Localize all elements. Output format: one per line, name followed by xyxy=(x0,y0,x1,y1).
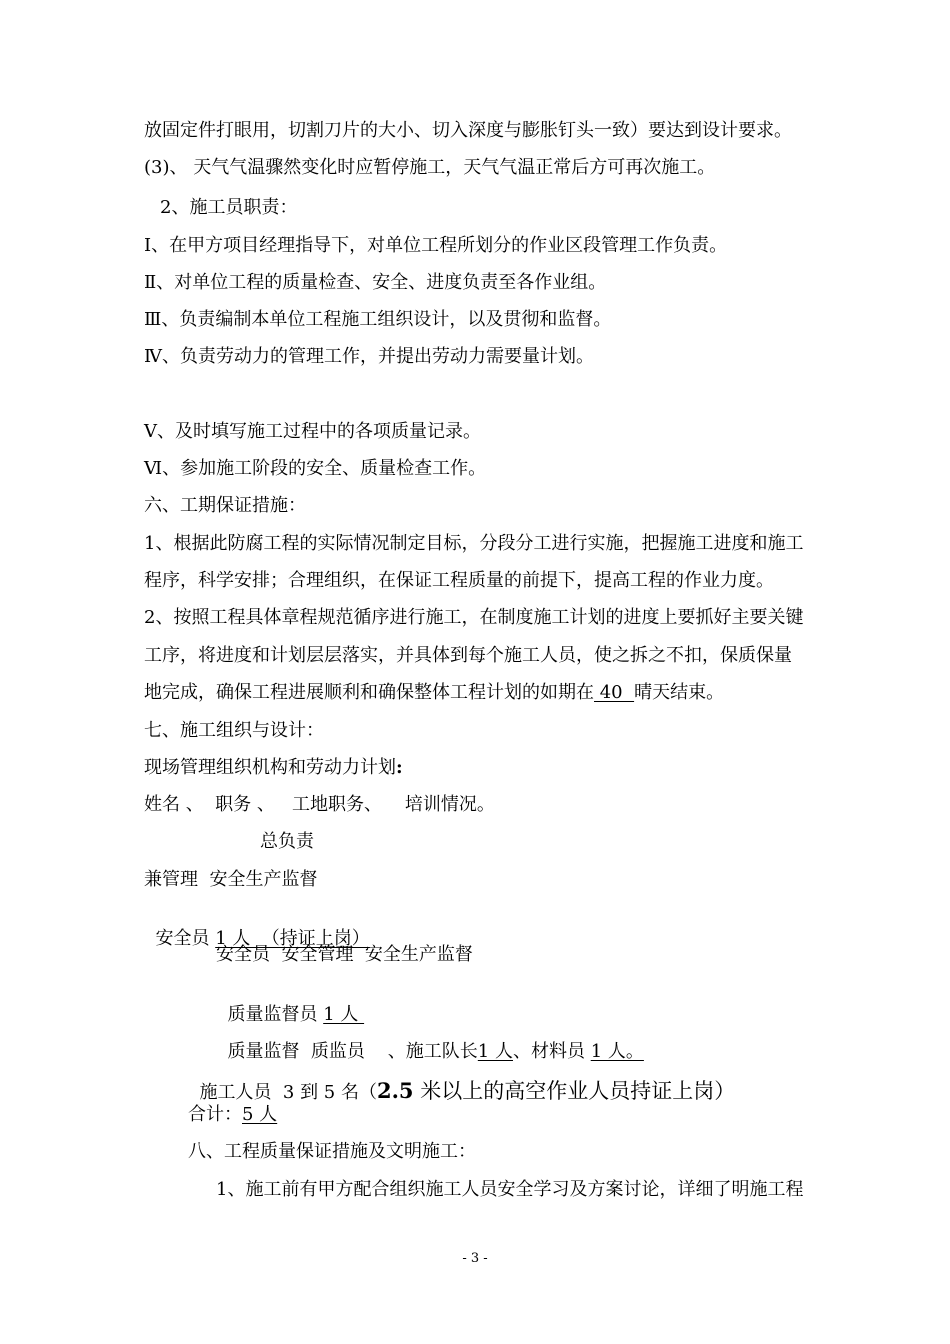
text-line: 安全员 安全管理 安全生产监督 xyxy=(216,944,473,965)
underlined-value: 1 人 xyxy=(477,1041,513,1062)
text-line: Ⅲ、负责编制本单位工程施工组织设计，以及贯彻和监督。 xyxy=(144,309,612,330)
text-line: Ⅵ、参加施工阶段的安全、质量检查工作。 xyxy=(144,458,487,479)
text-segment: 、材料员 xyxy=(512,1041,591,1062)
text-line xyxy=(188,1058,735,1104)
underlined-value: 1 人。 xyxy=(590,1041,644,1062)
text-line xyxy=(144,757,403,779)
text-segment: 2.5 xyxy=(376,1078,414,1103)
text-line: 工序，将进度和计划层层落实，并具体到每个施工人员，使之拆之不扣，保质保量 xyxy=(144,645,792,666)
text-line: Ⅱ、对单位工程的质量检查、安全、进度负责至各作业组。 xyxy=(144,272,607,293)
underlined-value: 1 人 xyxy=(323,1004,365,1025)
text-segment: : xyxy=(396,757,403,778)
text-line: 1、根据此防腐工程的实际情况制定目标，分段分工进行实施，把握施工进度和施工 xyxy=(144,533,804,554)
text-line: Ⅰ、在甲方项目经理指导下，对单位工程所划分的作业区段管理工作负责。 xyxy=(144,235,728,256)
text-line: 放固定件打眼用，切割刀片的大小、切入深度与膨胀钉头一致）要达到设计要求。 xyxy=(144,120,792,141)
text-segment: 质量监督 质监员 、施工队长 xyxy=(227,1041,478,1062)
section-heading: 八、工程质量保证措施及文明施工： xyxy=(188,1141,476,1162)
text-segment: 米以上的高空作业人员持证上岗） xyxy=(413,1079,736,1103)
text-segment: 质量监督员 xyxy=(227,1004,324,1025)
page-number: - 3 - xyxy=(462,1251,488,1266)
text-line: 总负责 xyxy=(260,831,314,852)
text-line: (3)、 天气气温骤然变化时应暂停施工，天气气温正常后方可再次施工。 xyxy=(144,157,716,178)
text-line xyxy=(144,682,724,704)
text-line xyxy=(216,1019,644,1063)
text-segment: 合计： xyxy=(188,1104,242,1125)
underlined-value: 5 人 xyxy=(242,1104,278,1125)
text-segment: 现场管理组织机构和劳动力计划 xyxy=(144,757,396,778)
text-segment: 安全员 xyxy=(155,928,216,949)
underlined-value: 40 xyxy=(594,682,635,703)
section-heading: 2、施工员职责： xyxy=(160,197,298,218)
section-heading: 七、施工组织与设计： xyxy=(144,720,324,741)
section-heading: 六、工期保证措施： xyxy=(144,495,306,516)
text-line: 姓名 、 职务 、 工地职务、 培训情况。 xyxy=(144,794,495,815)
text-segment: 施工人员 3 到 5 名（ xyxy=(199,1082,377,1103)
text-line: 1、施工前有甲方配合组织施工人员安全学习及方案讨论，详细了明施工程 xyxy=(216,1179,804,1200)
underlined-value: 1 人 （持证上岗） xyxy=(215,928,370,949)
text-line: 兼管理 安全生产监督 xyxy=(144,869,318,890)
text-segment: 晴天结束。 xyxy=(634,682,725,703)
text-line: 程序，科学安排；合理组织，在保证工程质量的前提下，提高工程的作业力度。 xyxy=(144,570,774,591)
text-line: 2、按照工程具体章程规范循序进行施工，在制度施工计划的进度上要抓好主要关键 xyxy=(144,607,804,628)
text-line xyxy=(188,1104,277,1126)
text-line: Ⅴ、及时填写施工过程中的各项质量记录。 xyxy=(144,421,481,442)
text-line: Ⅳ、负责劳动力的管理工作，并提出劳动力需要量计划。 xyxy=(144,346,594,367)
text-segment: 地完成，确保工程进展顺利和确保整体工程计划的如期在 xyxy=(144,682,594,703)
